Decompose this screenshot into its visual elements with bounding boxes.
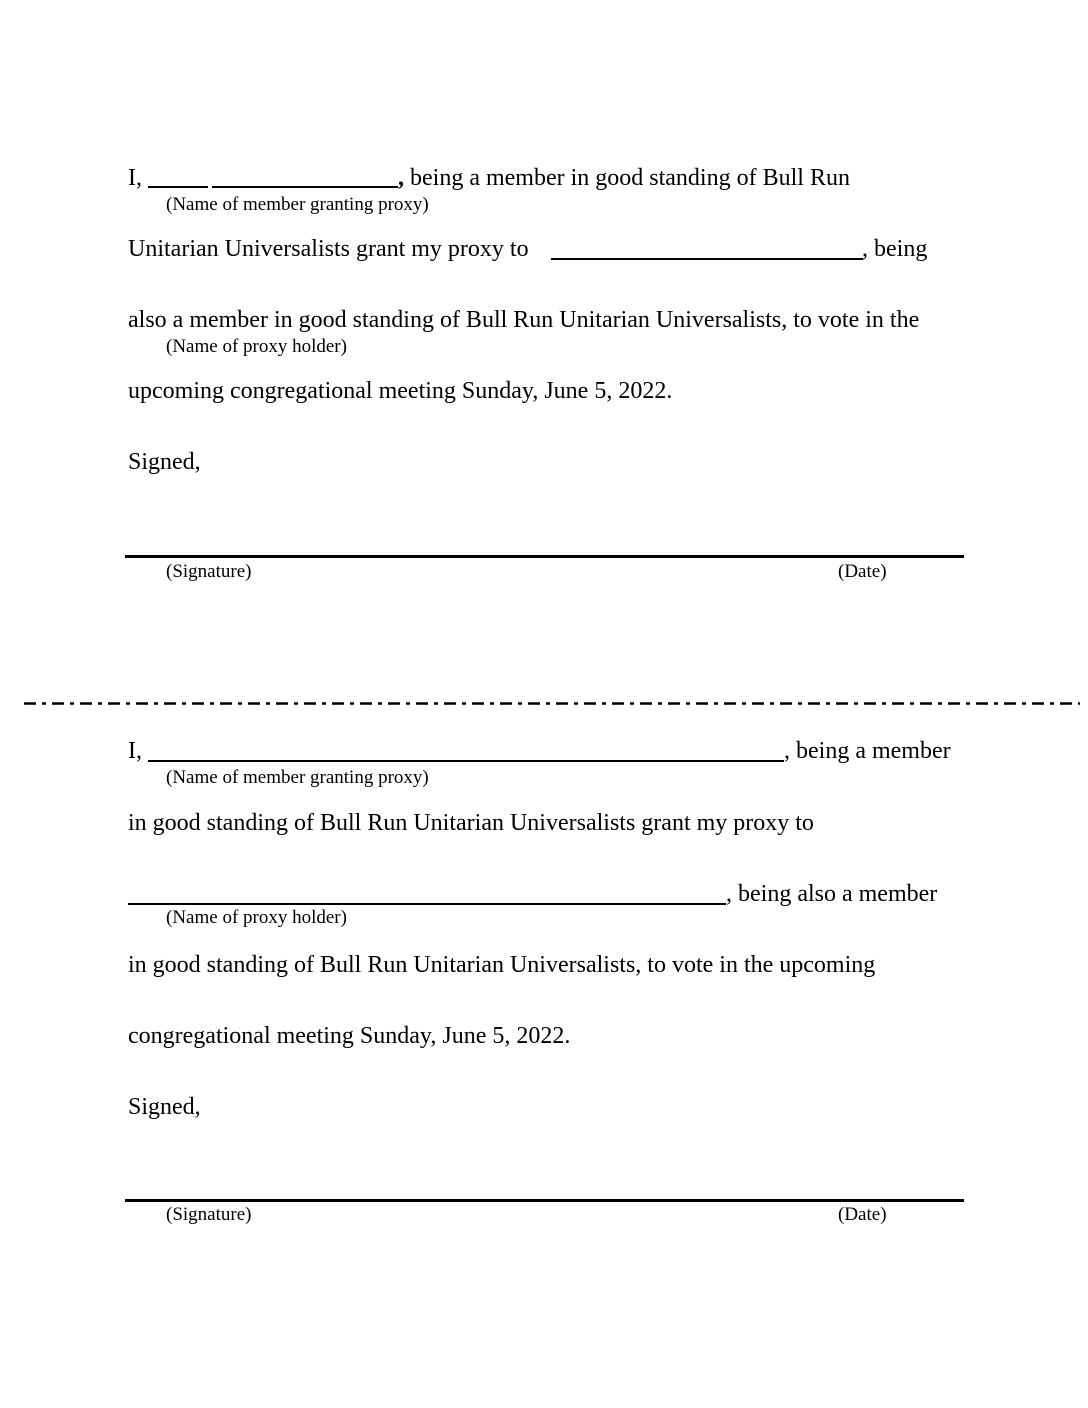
form2-member-name-blank[interactable] [148, 760, 784, 762]
form1-line3-text: also a member in good standing of Bull Run Unitarian Universalists, to vote in the [128, 307, 920, 333]
form1-line1-prefix: I, [128, 165, 142, 191]
form1-line1-text: being a member in good standing of Bull Run [410, 165, 850, 191]
form1-line1-comma: , [398, 165, 404, 191]
cut-line-divider [0, 702, 1088, 705]
form2-line1-prefix: I, [128, 738, 142, 764]
form1-proxy-holder-blank[interactable] [551, 258, 863, 260]
form1-member-name-blank-b[interactable] [212, 186, 398, 188]
form1-line4-text: upcoming congregational meeting Sunday, June 5, 2022. [128, 378, 673, 404]
form2-line2-text: in good standing of Bull Run Unitarian Universalists grant my proxy to [128, 810, 814, 836]
form2-signature-line[interactable] [125, 1199, 964, 1202]
form1-caption-member: (Name of member granting proxy) [166, 194, 429, 215]
form1-caption-holder: (Name of proxy holder) [166, 336, 347, 357]
form2-line5-text: congregational meeting Sunday, June 5, 2022. [128, 1023, 571, 1049]
form2-caption-holder: (Name of proxy holder) [166, 907, 347, 928]
form1-line2-suffix: , being [862, 236, 928, 262]
form2-line3-text: , being also a member [726, 881, 938, 907]
form2-signed-label: Signed, [128, 1094, 201, 1120]
form2-caption-member: (Name of member granting proxy) [166, 767, 429, 788]
form1-member-name-blank-a[interactable] [148, 186, 208, 188]
form2-line4-text: in good standing of Bull Run Unitarian Universalists, to vote in the upcoming [128, 952, 876, 978]
form2-line1-text: , being a member [784, 738, 951, 764]
form2-caption-signature: (Signature) [166, 1204, 252, 1225]
form2-caption-date: (Date) [838, 1204, 887, 1225]
form1-caption-date: (Date) [838, 561, 887, 582]
form1-caption-signature: (Signature) [166, 561, 252, 582]
form1-signature-line[interactable] [125, 555, 964, 558]
form2-proxy-holder-blank[interactable] [128, 903, 726, 905]
form1-line2-text: Unitarian Universalists grant my proxy to [128, 236, 529, 262]
form1-signed-label: Signed, [128, 449, 201, 475]
